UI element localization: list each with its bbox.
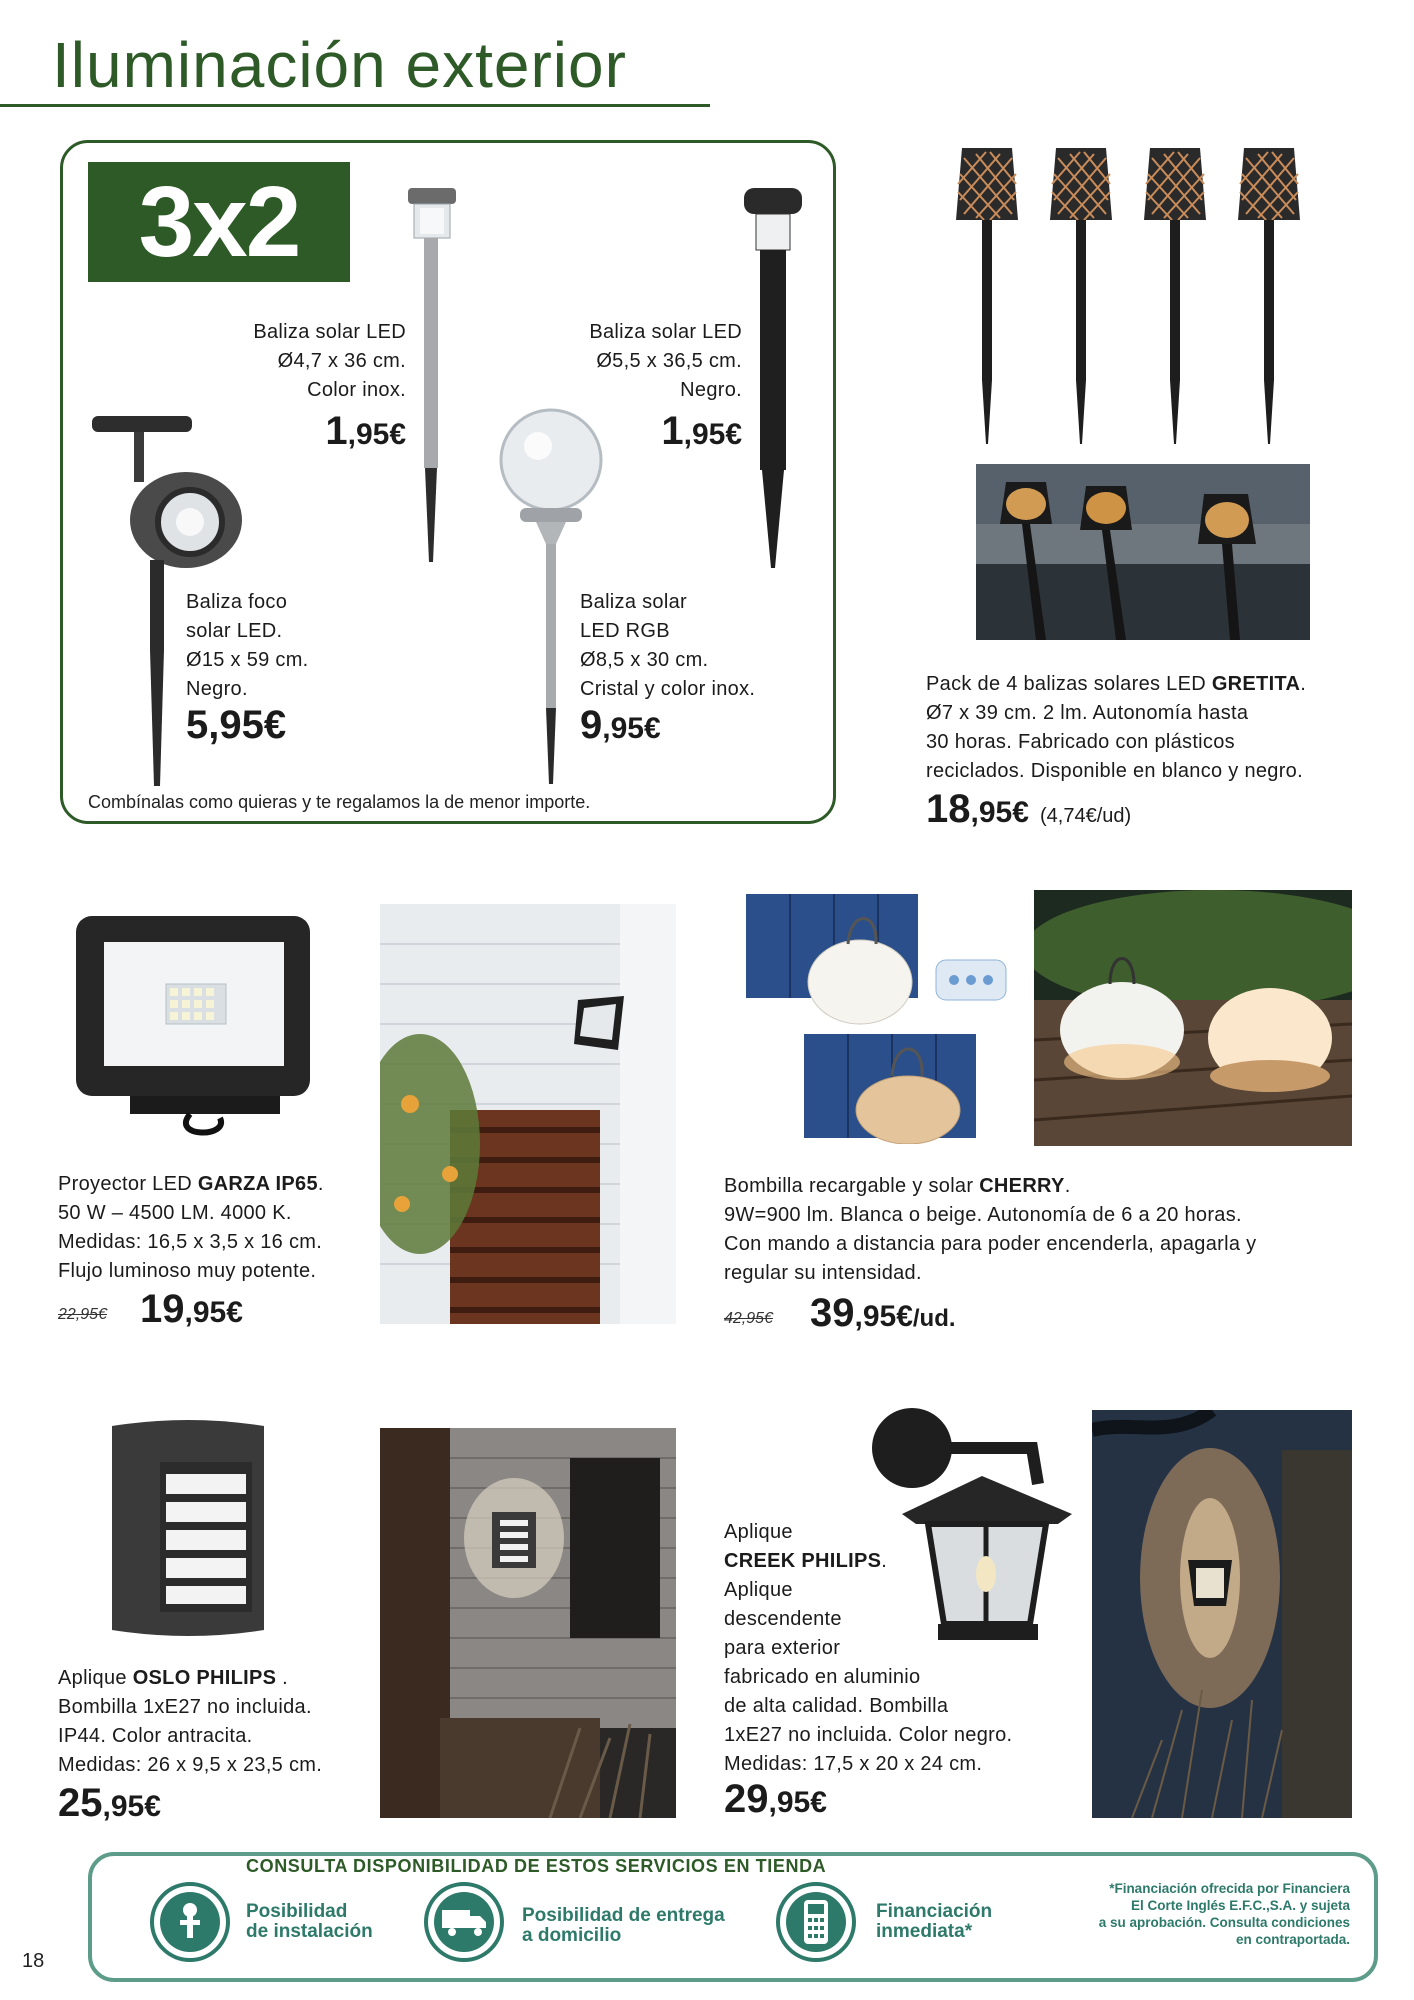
gretita-garden-photo: [976, 464, 1310, 640]
garza-info: [58, 1170, 324, 1286]
product-line: Bombilla 1xE27 no incluida.: [58, 1696, 312, 1718]
cherry-bulb-image: [740, 890, 1020, 1144]
services-header: CONSULTA DISPONIBILIDAD DE ESTOS SERVICIOS EN TIENDA: [246, 1856, 827, 1876]
old-price-garza: 22,95€: [58, 1306, 107, 1323]
product-stake-black-info: [520, 318, 742, 405]
product-brand: CREEK PHILIPS: [724, 1550, 882, 1572]
product-brand: CHERRY: [979, 1175, 1065, 1197]
product-line: descendente: [724, 1608, 842, 1630]
product-line: Ø4,7 x 36 cm.: [277, 350, 406, 372]
unit-label: /ud.: [912, 1305, 956, 1332]
product-line: IP44. Color antracita.: [58, 1725, 253, 1747]
garza-wall-photo: [380, 904, 676, 1324]
oslo-wall-light-image: [108, 1418, 268, 1638]
product-line: Baliza solar: [580, 591, 687, 613]
price-glass-ball: 9,95€: [580, 703, 661, 747]
price-stake-inox: 1,95€: [325, 409, 406, 453]
product-title-line: Proyector LED GARZA IP65.: [58, 1173, 324, 1195]
product-line: Ø5,5 x 36,5 cm.: [596, 350, 742, 372]
oslo-facade-photo: [380, 1428, 676, 1818]
cherry-info: [724, 1172, 1256, 1288]
price-stake-black: 1,95€: [661, 409, 742, 453]
page-title: Iluminación exterior: [52, 29, 627, 101]
product-glass-ball-info: [580, 588, 755, 704]
product-line: de alta calidad. Bombilla: [724, 1695, 949, 1717]
service-home-delivery: Posibilidad de entrega a domicilio: [522, 1905, 725, 1946]
garza-floodlight-image: [70, 912, 316, 1142]
product-line: Ø7 x 39 cm. 2 lm. Autonomía hasta: [926, 702, 1249, 724]
product-line: 50 W – 4500 LM. 4000 K.: [58, 1202, 292, 1224]
product-line: Medidas: 17,5 x 20 x 24 cm.: [724, 1753, 983, 1775]
product-brand: OSLO PHILIPS: [132, 1667, 277, 1689]
product-brand: GARZA IP65: [197, 1173, 318, 1195]
service-installation: Posibilidad de instalación: [246, 1901, 373, 1942]
product-line: Medidas: 26 x 9,5 x 23,5 cm.: [58, 1754, 323, 1776]
cherry-terrace-photo: [1034, 890, 1352, 1146]
product-line: Aplique: [724, 1579, 793, 1601]
creek-night-wall-photo: [1092, 1410, 1352, 1818]
product-line: reciclados. Disponible en blanco y negro.: [926, 760, 1303, 782]
product-spotlight-info: [186, 588, 309, 704]
product-line: 1xE27 no incluida. Color negro.: [724, 1724, 1013, 1746]
product-stake-inox-info: [200, 318, 406, 405]
gretita-info: [926, 670, 1306, 786]
price-cherry: 39,95€/ud.: [810, 1291, 956, 1335]
product-title-line: Pack de 4 balizas solares LED GRETITA.: [926, 673, 1307, 695]
price-oslo: 25,95€: [58, 1781, 161, 1825]
truck-icon: [424, 1882, 504, 1962]
price-creek: 29,95€: [724, 1777, 827, 1821]
product-brand: GRETITA: [1211, 673, 1301, 695]
price-gretita: 18,95€ (4,74€/ud): [926, 787, 1132, 831]
product-line: fabricado en aluminio: [724, 1666, 921, 1688]
product-line: para exterior: [724, 1637, 841, 1659]
product-title-line: Aplique OSLO PHILIPS .: [58, 1667, 289, 1689]
product-line: Baliza solar LED: [253, 321, 406, 343]
promo-badge: 3x2: [88, 162, 350, 282]
old-price-cherry: 42,95€: [724, 1310, 773, 1327]
product-line: Flujo luminoso muy potente.: [58, 1260, 317, 1282]
product-line: 30 horas. Fabricado con plásticos: [926, 731, 1235, 753]
product-line: Negro.: [680, 379, 742, 401]
promo-note: Combínalas como quieras y te regalamos la de menor importe.: [88, 792, 591, 812]
product-line: Ø15 x 59 cm.: [186, 649, 309, 671]
card-terminal-icon: [776, 1882, 856, 1962]
product-line: Baliza foco: [186, 591, 288, 613]
service-financing: Financiación inmediata*: [876, 1901, 993, 1942]
price-garza: 19,95€: [140, 1287, 243, 1331]
product-title-line: Bombilla recargable y solar CHERRY.: [724, 1175, 1071, 1197]
solar-stake-black-image: [742, 186, 806, 570]
gretita-stakes-image: [950, 144, 1320, 452]
product-line: Con mando a distancia para poder encenderla, apagarla y: [724, 1233, 1257, 1255]
price-spotlight: 5,95€: [186, 703, 287, 747]
solar-stake-inox-image: [404, 186, 460, 564]
product-line: Medidas: 16,5 x 3,5 x 16 cm.: [58, 1231, 323, 1253]
product-line: Ø8,5 x 30 cm.: [580, 649, 709, 671]
product-line: 9W=900 lm. Blanca o beige. Autonomía de 6 a 20 horas.: [724, 1204, 1242, 1226]
product-line: Cristal y color inox.: [580, 678, 756, 700]
oslo-info: [58, 1664, 322, 1780]
product-line: Aplique: [724, 1521, 793, 1543]
product-line: Negro.: [186, 678, 248, 700]
product-line: solar LED.: [186, 620, 283, 642]
product-line: LED RGB: [580, 620, 670, 642]
unit-price: (4,74€/ud): [1040, 805, 1132, 827]
product-title-line: CREEK PHILIPS.: [724, 1550, 888, 1572]
product-line: Color inox.: [307, 379, 406, 401]
financing-fineprint: *Financiación ofrecida por Financiera El Corte Inglés E.F.C.,S.A. y sujeta a su aprobación. Consulta condiciones en contraportada.: [1098, 1881, 1350, 1947]
page-number: 18: [22, 1950, 45, 1972]
product-line: Baliza solar LED: [589, 321, 742, 343]
product-line: regular su intensidad.: [724, 1262, 922, 1284]
title-underline: [0, 104, 710, 107]
wrench-icon: [150, 1882, 230, 1962]
creek-info: [724, 1518, 1012, 1779]
